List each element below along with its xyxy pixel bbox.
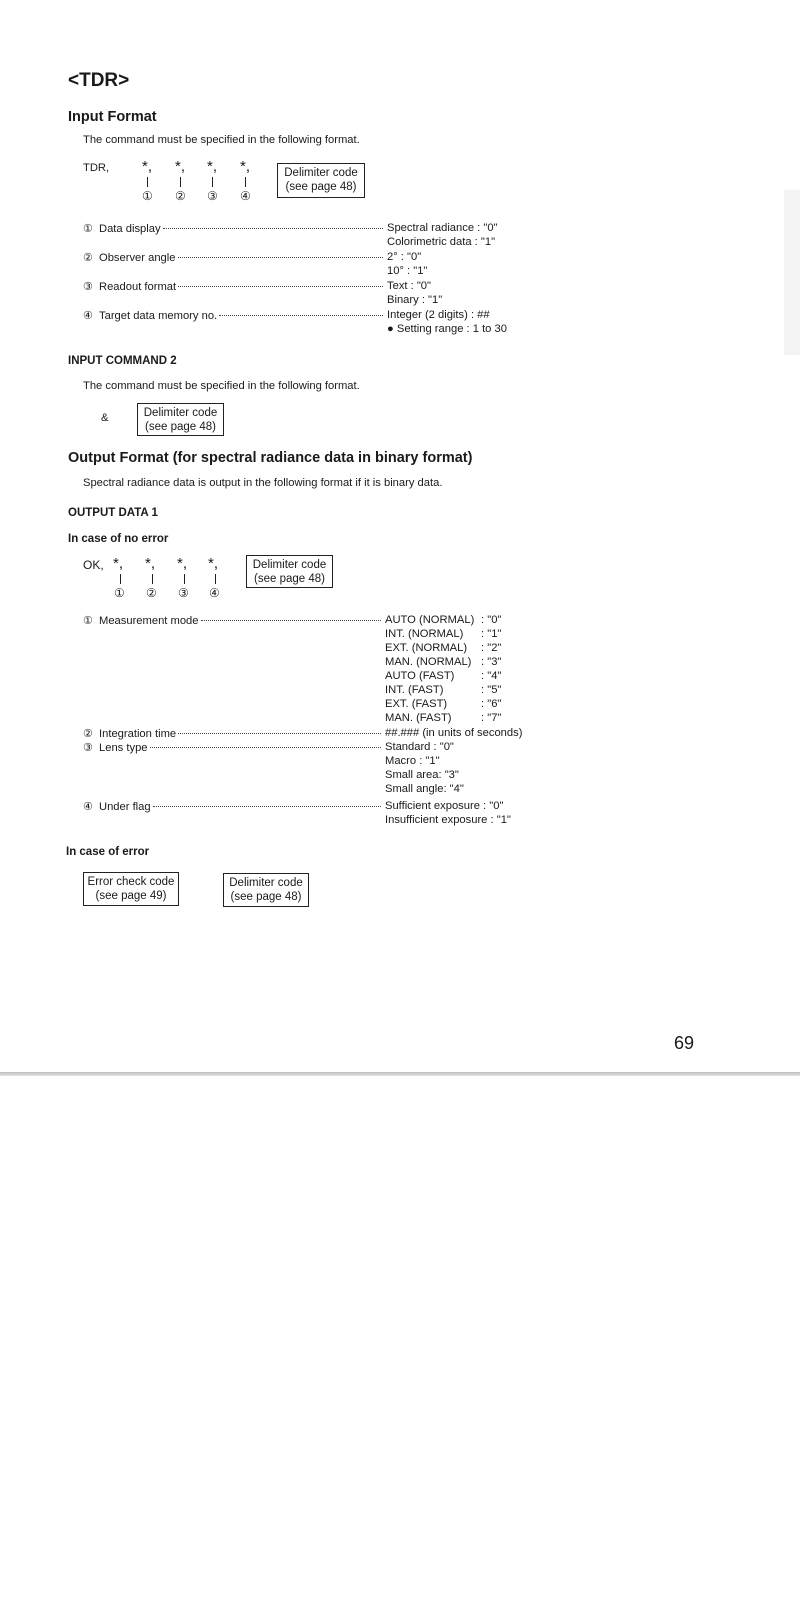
output-data-1-heading: OUTPUT DATA 1 — [68, 507, 158, 519]
param-row-measurement-mode: ① Measurement mode — [83, 614, 383, 628]
param-marker-1: ① — [142, 189, 153, 203]
param-row-under-flag: ④ Under flag — [83, 800, 383, 814]
lens-value: Macro : "1" — [385, 755, 440, 767]
input-cmd: TDR, — [83, 162, 110, 174]
out-tick — [152, 574, 153, 584]
param-value: Spectral radiance : "0" — [387, 222, 498, 234]
out-star-2: *, — [145, 555, 156, 572]
param-star-2: *, — [175, 158, 186, 175]
param-row-data-display: ① Data display — [83, 222, 385, 236]
delimiter-box: Delimiter code (see page 48) — [137, 403, 224, 436]
ampersand-cmd: & — [101, 412, 109, 424]
lens-value: Standard : "0" — [385, 741, 454, 753]
mode-entry: INT. (NORMAL) : "1" — [385, 628, 502, 640]
param-star-1: *, — [142, 158, 153, 175]
output-format-intro: Spectral radiance data is output in the following format if it is binary data. — [83, 477, 443, 489]
out-marker-1: ① — [114, 586, 125, 600]
param-value: Integer (2 digits) : ## — [387, 309, 490, 321]
under-value: Insufficient exposure : "1" — [385, 814, 511, 826]
param-marker-2: ② — [175, 189, 186, 203]
ok-cmd: OK, — [83, 558, 104, 572]
scan-shadow-edge — [784, 190, 800, 355]
out-star-1: *, — [113, 555, 124, 572]
out-star-4: *, — [208, 555, 219, 572]
out-marker-3: ③ — [178, 586, 189, 600]
mode-entry: EXT. (FAST) : "6" — [385, 698, 502, 710]
param-value: Binary : "1" — [387, 294, 443, 306]
param-value: Text : "0" — [387, 280, 432, 292]
lens-value: Small area: "3" — [385, 769, 459, 781]
param-row-lens-type: ③ Lens type — [83, 741, 383, 755]
param-value: Colorimetric data : "1" — [387, 236, 496, 248]
out-star-3: *, — [177, 555, 188, 572]
mode-entry: MAN. (NORMAL) : "3" — [385, 656, 502, 668]
mode-entry: AUTO (NORMAL) : "0" — [385, 614, 502, 626]
param-star-3: *, — [207, 158, 218, 175]
page-title: <TDR> — [68, 70, 130, 91]
under-value: Sufficient exposure : "0" — [385, 800, 504, 812]
param-value: 2° : "0" — [387, 251, 422, 263]
param-value: 10° : "1" — [387, 265, 428, 277]
out-tick — [184, 574, 185, 584]
param-value: ● Setting range : 1 to 30 — [387, 323, 507, 335]
param-row-observer-angle: ② Observer angle — [83, 251, 385, 265]
lens-value: Small angle: "4" — [385, 783, 464, 795]
param-star-4: *, — [240, 158, 251, 175]
no-error-heading: In case of no error — [68, 533, 169, 545]
param-tick — [147, 177, 148, 187]
output-format-heading: Output Format (for spectral radiance data in binary format) — [68, 450, 473, 466]
param-marker-4: ④ — [240, 189, 251, 203]
mode-entry: MAN. (FAST) : "7" — [385, 712, 502, 724]
param-row-integration-time: ② Integration time — [83, 727, 383, 741]
param-row-readout-format: ③ Readout format — [83, 280, 385, 294]
delimiter-box: Delimiter code (see page 48) — [223, 873, 309, 907]
page-bottom-edge — [0, 1072, 800, 1076]
out-marker-2: ② — [146, 586, 157, 600]
mode-entry: AUTO (FAST) : "4" — [385, 670, 502, 682]
input-format-intro: The command must be specified in the following format. — [83, 134, 360, 146]
param-tick — [245, 177, 246, 187]
mode-entry: EXT. (NORMAL) : "2" — [385, 642, 502, 654]
param-row-target-memory: ④ Target data memory no. — [83, 309, 385, 323]
input-format-heading: Input Format — [68, 109, 157, 125]
param-marker-3: ③ — [207, 189, 218, 203]
out-tick — [120, 574, 121, 584]
param-tick — [180, 177, 181, 187]
out-tick — [215, 574, 216, 584]
delimiter-box — [277, 163, 365, 198]
param-tick — [212, 177, 213, 187]
delimiter-line2: (see page 48) — [285, 181, 357, 193]
integration-value: ##.### (in units of seconds) — [385, 727, 523, 739]
out-marker-4: ④ — [209, 586, 220, 600]
delimiter-line1: Delimiter code — [284, 167, 358, 179]
input-command-2-intro: The command must be specified in the following format. — [83, 380, 360, 392]
error-check-box: Error check code (see page 49) — [83, 872, 179, 906]
mode-entry: INT. (FAST) : "5" — [385, 684, 502, 696]
delimiter-box: Delimiter code (see page 48) — [246, 555, 333, 588]
page-number: 69 — [674, 1033, 695, 1053]
error-heading: In case of error — [66, 846, 150, 858]
input-command-2-heading: INPUT COMMAND 2 — [68, 355, 177, 367]
